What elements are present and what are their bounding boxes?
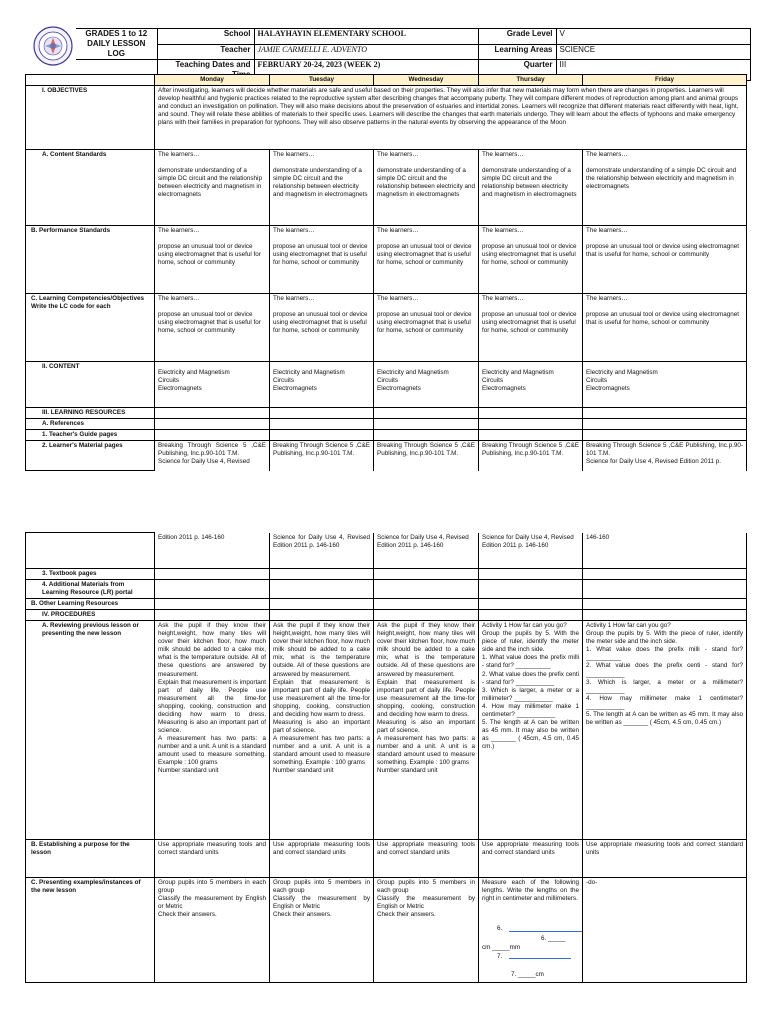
content-thursday: Electricity and Magnetism Circuits Electromagnets bbox=[479, 362, 583, 408]
day-header-tuesday: Tuesday bbox=[270, 75, 374, 86]
purpose-tuesday: Use appropriate measuring tools and correct standard units bbox=[270, 840, 374, 878]
competencies-tuesday: The learners… propose an unusual tool or device using electromagnet that is useful for home, school or community bbox=[270, 294, 374, 362]
learners-material-cont-thursday: Science for Daily Use 4, Revised Edition 2011 p. 146-160 bbox=[479, 533, 583, 569]
teachers-guide-label: 1. Teacher's Guide pages bbox=[26, 430, 155, 441]
content-label: II. CONTENT bbox=[26, 362, 155, 408]
examples-wednesday: Group pupils into 5 members in each group Classify the measurement by English or Metric Check their answers. bbox=[374, 878, 479, 983]
school-label: School bbox=[157, 29, 254, 45]
day-header-monday: Monday bbox=[155, 75, 270, 86]
purpose-wednesday: Use appropriate measuring tools and correct standard units bbox=[374, 840, 479, 878]
content-standards-label: A. Content Standards bbox=[26, 150, 155, 226]
lesson-table-page-2 bbox=[25, 532, 747, 983]
examples-thursday-text: Measure each of the following lengths. Write the lengths on the right in centimeter and millimeters. bbox=[482, 879, 579, 903]
day-header-thursday: Thursday bbox=[479, 75, 583, 86]
learning-areas-label: Learning Areas bbox=[478, 44, 556, 60]
learners-material-monday: Breaking Through Science 5 ,C&E Publishing, Inc.p.90-101 T.M. Science for Daily Use 4, Revised bbox=[155, 441, 270, 471]
measure-item-6: 6. bbox=[497, 925, 503, 933]
competencies-monday: The learners… propose an unusual tool or device using electromagnet that is useful for home, school or community bbox=[155, 294, 270, 362]
purpose-monday: Use appropriate measuring tools and correct standard units bbox=[155, 840, 270, 878]
procedures-label: IV. PROCEDURES bbox=[26, 610, 155, 621]
review-lesson-tuesday: Ask the pupil if they know their height,weight, how many tiles will cover their kitchen floor, how much milk should be added to a cake mix, what is the temperature outside. All of these questions are answered by measurement. Explain that measurement is important part of daily life. People use measurement all the time-for shopping, cooking, construction and deciding how warm to dress. Measuring is also an important part of science. A measurement has two parts: a number and a unit. A unit is a standard amount used to measure something. Example : 100 grams Number standard unit bbox=[270, 621, 374, 840]
learners-material-cont-friday: 146-160 bbox=[583, 533, 747, 569]
performance-standards-monday: The learners… propose an unusual tool or device using electromagnet that is useful for home, school or community bbox=[155, 226, 270, 294]
dates-label: Teaching Dates and bbox=[157, 60, 254, 81]
content-standards-thursday: The learners… demonstrate understanding of a simple DC circuit and the relationship between electricity and magnetism in electromagnets bbox=[479, 150, 583, 226]
purpose-label: B. Establishing a purpose for the lesson bbox=[26, 840, 155, 878]
review-lesson-wednesday: Ask the pupil if they know their height,weight, how many tiles will cover their kitchen floor, how much milk should be added to a cake mix, what is the temperature outside. All of these questions are answered by measurement. Explain that measurement is important part of daily life. People use measurement all the time-for shopping, cooking, construction and deciding how warm to dress. Measuring is also an important part of science. A measurement has two parts: a number and a unit. A unit is a standard amount used to measure something. Example : 100 grams Number standard unit bbox=[374, 621, 479, 840]
grade-level-label: Grade Level bbox=[478, 29, 556, 45]
content-tuesday: Electricity and Magnetism Circuits Electromagnets bbox=[270, 362, 374, 408]
content-monday: Electricity and Magnetism Circuits Electromagnets bbox=[155, 362, 270, 408]
competencies-thursday: The learners… propose an unusual tool or device using electromagnet that is useful for home, school or community bbox=[479, 294, 583, 362]
daily-lesson-log-label: DAILY LESSON LOG bbox=[87, 39, 146, 58]
learners-material-cont-wednesday: Science for Daily Use 4, Revised Edition 2011 p. 146-160 bbox=[374, 533, 479, 569]
learners-material-thursday: Breaking Through Science 5 ,C&E Publishing, Inc.p.90-101 T.M. bbox=[479, 441, 583, 471]
references-label: A. References bbox=[26, 419, 155, 430]
additional-materials-label: 4. Additional Materials from Learning Resource (LR) portal bbox=[26, 580, 155, 599]
lesson-table-page-1 bbox=[25, 74, 747, 471]
competencies-label: C. Learning Competencies/Objectives Write the LC code for each bbox=[26, 294, 155, 362]
grade-level-value: V bbox=[556, 29, 750, 45]
teacher-label: Teacher bbox=[157, 44, 254, 60]
performance-standards-label: B. Performance Standards bbox=[26, 226, 155, 294]
deped-seal-logo bbox=[33, 26, 73, 66]
purpose-thursday: Use appropriate measuring tools and correct standard units bbox=[479, 840, 583, 878]
examples-label: C. Presenting examples/instances of the new lesson bbox=[26, 878, 155, 983]
examples-friday: -do- bbox=[583, 878, 747, 983]
performance-standards-wednesday: The learners… propose an unusual tool or device using electromagnet that is useful for home, school or community bbox=[374, 226, 479, 294]
competencies-wednesday: The learners… propose an unusual tool or device using electromagnet that is useful for home, school or community bbox=[374, 294, 479, 362]
quarter-label: Quarter bbox=[478, 60, 556, 81]
dates-value: FEBRUARY 20-24, 2023 (WEEK 2) bbox=[254, 60, 478, 81]
content-wednesday: Electricity and Magnetism Circuits Electromagnets bbox=[374, 362, 479, 408]
performance-standards-tuesday: The learners… propose an unusual tool or device using electromagnet that is useful for home, school or community bbox=[270, 226, 374, 294]
day-header-wednesday: Wednesday bbox=[374, 75, 479, 86]
measure-line-7 bbox=[509, 958, 571, 959]
measure-answer-6: 6. _____ bbox=[541, 935, 566, 943]
learning-resources-label: III. LEARNING RESOURCES bbox=[26, 408, 155, 419]
examples-thursday bbox=[479, 878, 583, 983]
learners-material-cont-tuesday: Science for Daily Use 4, Revised Edition 2011 p. 146-160 bbox=[270, 533, 374, 569]
objectives-text: After investigating, learners will decide whether materials are safe and useful based on their properties. They will also infer that new materials may form when there are changes in properties. Learners will develop healthful and hygienic practices related to the reproductive system after describing changes that accompany puberty. They will compare different modes of reproduction among plant and animal groups and conduct an investigation on pollination. They will also make decisions about the preservation of estuaries and intertidal zones. Learners will recognize that different materials react differently with heat, light, and sound. They will relate these abilities of materials to their specific uses. Learners will describe the changes that earth materials undergo. They will learn about the effects of typhoons and make emergency plans with their families in preparation for typhoons. They will also observe patterns in the natural events by observing the appearance of the Moon bbox=[155, 86, 747, 150]
measure-units-cm-mm: cm _____mm bbox=[482, 944, 521, 952]
textbook-pages-label: 3. Textbook pages bbox=[26, 569, 155, 580]
measure-line-6 bbox=[509, 931, 583, 932]
learners-material-wednesday: Breaking Through Science 5 ,C&E Publishing, Inc.p.90-101 T.M. bbox=[374, 441, 479, 471]
examples-monday: Group pupils into 5 members in each group Classify the measurement by English or Metric Check their answers. bbox=[155, 878, 270, 983]
learning-areas-value: SCIENCE bbox=[556, 44, 750, 60]
purpose-friday: Use appropriate measuring tools and correct standard units bbox=[583, 840, 747, 878]
grades-label: GRADES 1 to 12 bbox=[85, 29, 148, 38]
learners-material-label: 2. Learner's Material pages bbox=[26, 441, 155, 471]
content-standards-tuesday: The learners… demonstrate understanding of a simple DC circuit and the relationship between electricity and magnetism in electromagnets bbox=[270, 150, 374, 226]
quarter-value: III bbox=[556, 60, 750, 81]
learners-material-friday: Breaking Through Science 5 ,C&E Publishing, Inc.p.90-101 T.M. Science for Daily Use 4, Revised Edition 2011 p. bbox=[583, 441, 747, 471]
content-standards-friday: The learners… demonstrate understanding of a simple DC circuit and the relationship between electricity and magnetism in electromagnets bbox=[583, 150, 747, 226]
other-resources-label: B. Other Learning Resources bbox=[26, 599, 155, 610]
review-lesson-label: A. Reviewing previous lesson or presenting the new lesson bbox=[26, 621, 155, 840]
competencies-friday: The learners… propose an unusual tool or device using electromagnet that is useful for home, school or community bbox=[583, 294, 747, 362]
measure-answer-7: 7. _____cm bbox=[511, 971, 544, 979]
examples-tuesday: Group pupils into 5 members in each group Classify the measurement by English or Metric Check their answers. bbox=[270, 878, 374, 983]
learners-material-tuesday: Breaking Through Science 5 ,C&E Publishing, Inc.p.90-101 T.M. bbox=[270, 441, 374, 471]
objectives-label: I. OBJECTIVES bbox=[26, 86, 155, 150]
review-lesson-friday: Activity 1 How far can you go? Group the pupils by 5. With the piece of ruler, identify the meter side and the inch side. 1. What value does the prefix milli - stand for? __________ 2. What value does the prefix centi - stand for? ___________ 3. Which is larger, a meter or a millimeter? ___________ 4. How may millimeter make 1 centimeter? ___________ 5. The length at A can be written as 45 mm. It may also be written as _______ ( 45cm, 4.5 cm, 0.45 cm.) bbox=[583, 621, 747, 840]
learners-material-cont-monday: Edition 2011 p. 146-160 bbox=[155, 533, 270, 569]
content-standards-wednesday: The learners… demonstrate understanding of a simple DC circuit and the relationship between electricity and magnetism in electromagnets bbox=[374, 150, 479, 226]
review-lesson-monday: Ask the pupil if they know their height,weight, how many tiles will cover their kitchen floor, how much milk should be added to a cake mix, what is the temperature outside. All of these questions are answered by measurement. Explain that measurement is important part of daily life. People use measurement all the time-for shopping, cooking, construction and deciding how warm to dress. Measuring is also an important part of science. A measurement has two parts: a number and a unit. A unit is a standard amount used to measure something. Example : 100 grams Number standard unit bbox=[155, 621, 270, 840]
teacher-value: JAMIE CARMELLI E. ADVENTO bbox=[254, 44, 478, 60]
content-standards-monday: The learners… demonstrate understanding of a simple DC circuit and the relationship between electricity and magnetism in electromagnets bbox=[155, 150, 270, 226]
measure-item-7: 7. bbox=[497, 953, 503, 961]
content-friday: Electricity and Magnetism Circuits Electromagnets bbox=[583, 362, 747, 408]
performance-standards-friday: The learners… propose an unusual tool or device using electromagnet that is useful for home, school or community bbox=[583, 226, 747, 294]
review-lesson-thursday: Activity 1 How far can you go? Group the pupils by 5. With the piece of ruler, identify the meter side and the inch side. 1. What value does the prefix milli - stand for? __________ 2. What value does the prefix centi - stand for? ___________ 3. Which is larger, a meter or a millimeter? ___________ 4. How may millimeter make 1 centimeter? ___________ 5. The length at A can be written as 45 mm. It may also be written as _______ ( 45cm, 4.5 cm, 0.45 cm.) bbox=[479, 621, 583, 840]
day-header-friday: Friday bbox=[583, 75, 747, 86]
school-value: HALAYHAYIN ELEMENTARY SCHOOL bbox=[254, 29, 478, 45]
performance-standards-thursday: The learners… propose an unusual tool or device using electromagnet that is useful for home, school or community bbox=[479, 226, 583, 294]
